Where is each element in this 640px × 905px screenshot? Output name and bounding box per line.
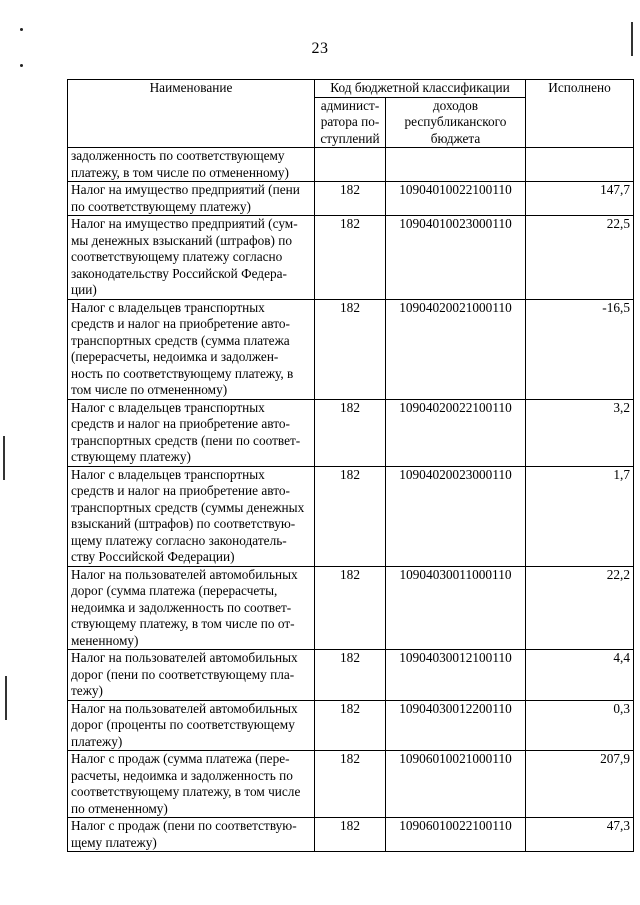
executed-cell: [526, 148, 634, 182]
header-executed: Исполнено: [526, 80, 634, 148]
table-row: [68, 182, 634, 216]
name-cell: Налог с владельцев транспортных средств и налог на приобретение авто- транспортных средств (суммы денежных взысканий (штрафов) по соответствую- щему платежу согласно законодатель- ству Российской Федерации): [68, 466, 315, 566]
table-row: [68, 751, 634, 818]
name-cell: задолженность по соответствующему платежу, в том числе по отмененному): [68, 148, 315, 182]
header-name: Наименование: [68, 80, 315, 148]
header-row: [68, 80, 634, 98]
code-cell: 10904030011000110: [386, 566, 526, 650]
table-row: [68, 700, 634, 751]
code-cell: 10904030012100110: [386, 650, 526, 701]
admin-cell: 182: [315, 182, 386, 216]
code-cell: 10906010021000110: [386, 751, 526, 818]
admin-cell: 182: [315, 751, 386, 818]
code-cell: [386, 148, 526, 182]
code-cell: 10904020022100110: [386, 399, 526, 466]
admin-cell: 182: [315, 299, 386, 399]
name-cell: Налог на пользователей автомобильных дорог (сумма платежа (перерасчеты, недоимка и задолженность по соответ- ствующему платежу, в том числе по от- мененному): [68, 566, 315, 650]
admin-cell: 182: [315, 566, 386, 650]
name-cell: Налог с владельцев транспортных средств и налог на приобретение авто- транспортных средств (сумма платежа (перерасчеты, недоимка и задолжен- ность по соответствующему платежу, в том числе по отмененному): [68, 299, 315, 399]
executed-cell: 147,7: [526, 182, 634, 216]
name-cell: Налог на пользователей автомобильных дорог (пени по соответствующему пла- тежу): [68, 650, 315, 701]
executed-cell: 22,5: [526, 216, 634, 300]
executed-cell: 0,3: [526, 700, 634, 751]
table-body: [68, 148, 634, 852]
admin-cell: 182: [315, 650, 386, 701]
header-admin: админист- ратора по- ступлений: [315, 97, 386, 148]
code-cell: 10904010023000110: [386, 216, 526, 300]
executed-cell: 3,2: [526, 399, 634, 466]
name-cell: Налог на имущество предприятий (пени по соответствующему платежу): [68, 182, 315, 216]
scan-speck: [20, 64, 23, 67]
table-row: [68, 148, 634, 182]
scan-edge-mark: [3, 436, 5, 480]
table-row: [68, 818, 634, 852]
name-cell: Налог с продаж (сумма платежа (пере- расчеты, недоимка и задолженность по соответствующему платежу, в том числе по отмененному): [68, 751, 315, 818]
header-code-group: Код бюджетной классификации: [315, 80, 526, 98]
admin-cell: 182: [315, 399, 386, 466]
admin-cell: 182: [315, 466, 386, 566]
scan-edge-mark: [5, 676, 7, 720]
header-income: доходов республиканского бюджета: [386, 97, 526, 148]
scan-speck: [20, 28, 23, 31]
admin-cell: 182: [315, 216, 386, 300]
code-cell: 10906010022100110: [386, 818, 526, 852]
table-row: [68, 399, 634, 466]
table-row: [68, 466, 634, 566]
code-cell: 10904030012200110: [386, 700, 526, 751]
name-cell: Налог с продаж (пени по соответствую- щему платежу): [68, 818, 315, 852]
code-cell: 10904020023000110: [386, 466, 526, 566]
table-row: [68, 650, 634, 701]
name-cell: Налог с владельцев транспортных средств и налог на приобретение авто- транспортных средств (пени по соответ- ствующему платежу): [68, 399, 315, 466]
table-row: [68, 299, 634, 399]
executed-cell: 47,3: [526, 818, 634, 852]
admin-cell: 182: [315, 818, 386, 852]
budget-table: [67, 79, 634, 852]
name-cell: Налог на пользователей автомобильных дорог (проценты по соответствующему платежу): [68, 700, 315, 751]
table-row: [68, 216, 634, 300]
admin-cell: 182: [315, 700, 386, 751]
code-cell: 10904010022100110: [386, 182, 526, 216]
executed-cell: 207,9: [526, 751, 634, 818]
executed-cell: 22,2: [526, 566, 634, 650]
name-cell: Налог на имущество предприятий (сум- мы денежных взысканий (штрафов) по соответствующему платежу согласно законодательству Российской Федера- ции): [68, 216, 315, 300]
page-number: 23: [311, 40, 329, 57]
table-row: [68, 566, 634, 650]
executed-cell: 4,4: [526, 650, 634, 701]
executed-cell: 1,7: [526, 466, 634, 566]
code-cell: 10904020021000110: [386, 299, 526, 399]
executed-cell: -16,5: [526, 299, 634, 399]
admin-cell: [315, 148, 386, 182]
